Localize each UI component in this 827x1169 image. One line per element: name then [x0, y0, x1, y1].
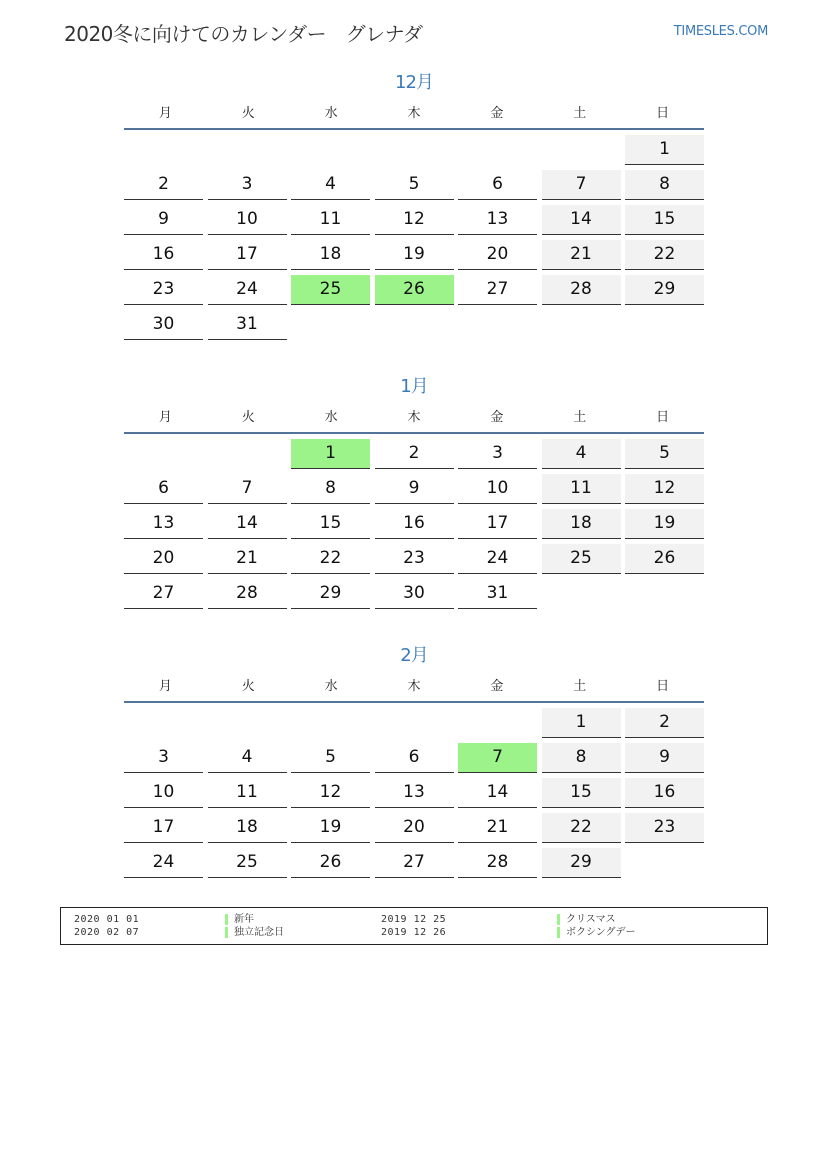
- day-cell[interactable]: 29: [542, 848, 621, 878]
- day-cell[interactable]: 31: [208, 310, 287, 340]
- day-cell[interactable]: 18: [291, 240, 370, 270]
- empty-cell: [375, 708, 454, 737]
- legend-holiday-name: 新年: [225, 914, 254, 925]
- day-cell[interactable]: 6: [124, 474, 203, 504]
- day-cell[interactable]: 16: [625, 778, 704, 808]
- legend-date: 2019 12 25: [381, 914, 447, 925]
- day-cell[interactable]: 25: [542, 544, 621, 574]
- empty-cell: [208, 708, 287, 737]
- legend-date: 2020 02 07: [74, 927, 140, 938]
- day-grid: [124, 135, 704, 340]
- day-cell[interactable]: 10: [124, 778, 203, 808]
- day-cell[interactable]: 6: [375, 743, 454, 773]
- day-cell[interactable]: 20: [458, 240, 537, 270]
- weekday-label: 木: [407, 409, 421, 425]
- day-cell[interactable]: 8: [625, 170, 704, 200]
- month-january: [124, 372, 704, 609]
- day-cell[interactable]: 26: [625, 544, 704, 574]
- day-cell[interactable]: 11: [208, 778, 287, 808]
- day-cell[interactable]: 16: [124, 240, 203, 270]
- day-cell[interactable]: 7: [542, 170, 621, 200]
- day-cell[interactable]: 21: [542, 240, 621, 270]
- weekday-label: 火: [241, 409, 255, 425]
- day-cell[interactable]: 24: [124, 848, 203, 878]
- day-cell[interactable]: 28: [458, 848, 537, 878]
- month-february: [124, 641, 704, 878]
- day-cell[interactable]: 20: [375, 813, 454, 843]
- day-cell[interactable]: 1: [625, 135, 704, 165]
- month-title: 12月: [395, 72, 433, 93]
- day-cell[interactable]: 21: [208, 544, 287, 574]
- weekday-label: 土: [573, 678, 587, 694]
- weekday-label: 日: [656, 678, 670, 694]
- month-december: [124, 68, 704, 340]
- day-cell[interactable]: 20: [124, 544, 203, 574]
- day-cell[interactable]: 17: [458, 509, 537, 539]
- day-cell[interactable]: 15: [291, 509, 370, 539]
- day-cell[interactable]: 2: [124, 170, 203, 200]
- day-cell[interactable]: 19: [291, 813, 370, 843]
- weekday-label: 火: [241, 678, 255, 694]
- day-cell[interactable]: 4: [291, 170, 370, 200]
- empty-cell: [458, 135, 537, 164]
- weekday-label: 金: [490, 105, 504, 121]
- day-cell[interactable]: 8: [542, 743, 621, 773]
- legend-holiday-name: ボクシングデー: [557, 927, 636, 938]
- day-cell[interactable]: 29: [291, 579, 370, 609]
- day-cell[interactable]: 22: [542, 813, 621, 843]
- empty-cell: [208, 439, 287, 468]
- day-cell[interactable]: 24: [458, 544, 537, 574]
- day-cell[interactable]: 28: [208, 579, 287, 609]
- month-title: 2月: [400, 645, 428, 666]
- header-divider: [124, 432, 704, 434]
- weekday-label: 月: [158, 678, 172, 694]
- day-cell[interactable]: 23: [124, 275, 203, 305]
- weekday-label: 木: [407, 678, 421, 694]
- empty-cell: [124, 439, 203, 468]
- day-cell[interactable]: 3: [458, 439, 537, 469]
- month-title: 1月: [400, 376, 428, 397]
- day-cell[interactable]: 4: [208, 743, 287, 773]
- day-cell[interactable]: 5: [625, 439, 704, 469]
- day-cell[interactable]: 19: [375, 240, 454, 270]
- day-cell[interactable]: 9: [375, 474, 454, 504]
- day-cell[interactable]: 18: [542, 509, 621, 539]
- legend-holiday-name: クリスマス: [557, 914, 616, 925]
- weekday-label: 火: [241, 105, 255, 121]
- day-cell[interactable]: 31: [458, 579, 537, 609]
- weekday-label: 月: [158, 105, 172, 121]
- day-cell[interactable]: 27: [124, 579, 203, 609]
- day-cell[interactable]: 14: [542, 205, 621, 235]
- day-cell[interactable]: 29: [625, 275, 704, 305]
- day-cell[interactable]: 13: [458, 205, 537, 235]
- day-cell[interactable]: 2: [625, 708, 704, 738]
- weekday-label: 土: [573, 105, 587, 121]
- day-cell[interactable]: 13: [124, 509, 203, 539]
- holiday-day-cell[interactable]: 7: [458, 743, 537, 773]
- day-cell[interactable]: 23: [375, 544, 454, 574]
- day-cell[interactable]: 13: [375, 778, 454, 808]
- day-cell[interactable]: 1: [542, 708, 621, 738]
- day-cell[interactable]: 5: [291, 743, 370, 773]
- day-cell[interactable]: 28: [542, 275, 621, 305]
- header-divider: [124, 701, 704, 703]
- weekday-label: 木: [407, 105, 421, 121]
- day-cell[interactable]: 17: [124, 813, 203, 843]
- day-cell[interactable]: 14: [208, 509, 287, 539]
- weekday-label: 水: [324, 105, 338, 121]
- day-cell[interactable]: 21: [458, 813, 537, 843]
- weekday-label: 水: [324, 678, 338, 694]
- weekday-label: 月: [158, 409, 172, 425]
- weekday-label: 日: [656, 105, 670, 121]
- day-cell[interactable]: 10: [208, 205, 287, 235]
- empty-cell: [291, 135, 370, 164]
- day-cell[interactable]: 19: [625, 509, 704, 539]
- page-title: 2020冬に向けてのカレンダー グレナダ: [64, 22, 423, 46]
- day-cell[interactable]: 15: [625, 205, 704, 235]
- holiday-legend: [60, 907, 768, 945]
- day-cell[interactable]: 3: [208, 170, 287, 200]
- legend-row: [61, 927, 767, 940]
- day-cell[interactable]: 14: [458, 778, 537, 808]
- day-cell[interactable]: 3: [124, 743, 203, 773]
- day-cell[interactable]: 26: [291, 848, 370, 878]
- weekday-header: [124, 671, 704, 697]
- day-cell[interactable]: 22: [625, 240, 704, 270]
- holiday-day-cell[interactable]: 26: [375, 275, 454, 305]
- day-cell[interactable]: 12: [625, 474, 704, 504]
- day-cell[interactable]: 9: [625, 743, 704, 773]
- day-cell[interactable]: 10: [458, 474, 537, 504]
- day-cell[interactable]: 27: [375, 848, 454, 878]
- day-cell[interactable]: 7: [208, 474, 287, 504]
- day-cell[interactable]: 4: [542, 439, 621, 469]
- day-cell[interactable]: 12: [291, 778, 370, 808]
- holiday-day-cell[interactable]: 25: [291, 275, 370, 305]
- day-cell[interactable]: 27: [458, 275, 537, 305]
- weekday-label: 金: [490, 409, 504, 425]
- weekday-label: 水: [324, 409, 338, 425]
- day-cell[interactable]: 18: [208, 813, 287, 843]
- day-cell[interactable]: 8: [291, 474, 370, 504]
- weekday-label: 土: [573, 409, 587, 425]
- empty-cell: [208, 135, 287, 164]
- day-cell[interactable]: 9: [124, 205, 203, 235]
- day-cell[interactable]: 17: [208, 240, 287, 270]
- day-cell[interactable]: 11: [291, 205, 370, 235]
- day-cell[interactable]: 15: [542, 778, 621, 808]
- empty-cell: [375, 135, 454, 164]
- day-cell[interactable]: 16: [375, 509, 454, 539]
- legend-holiday-name: 独立記念日: [225, 927, 284, 938]
- day-cell[interactable]: 30: [375, 579, 454, 609]
- weekday-header: [124, 98, 704, 124]
- legend-row: [61, 914, 767, 927]
- legend-date: 2019 12 26: [381, 927, 447, 938]
- weekday-label: 金: [490, 678, 504, 694]
- legend-date: 2020 01 01: [74, 914, 140, 925]
- header-divider: [124, 128, 704, 130]
- day-cell[interactable]: 23: [625, 813, 704, 843]
- day-cell[interactable]: 2: [375, 439, 454, 469]
- empty-cell: [124, 135, 203, 164]
- day-cell[interactable]: 22: [291, 544, 370, 574]
- weekday-label: 日: [656, 409, 670, 425]
- day-grid: [124, 439, 704, 609]
- day-cell[interactable]: 24: [208, 275, 287, 305]
- holiday-day-cell[interactable]: 1: [291, 439, 370, 469]
- day-cell[interactable]: 25: [208, 848, 287, 878]
- empty-cell: [124, 708, 203, 737]
- day-cell[interactable]: 30: [124, 310, 203, 340]
- day-cell[interactable]: 5: [375, 170, 454, 200]
- day-grid: [124, 708, 704, 878]
- site-logo[interactable]: TIMESLES.COM: [673, 24, 768, 39]
- empty-cell: [291, 708, 370, 737]
- empty-cell: [458, 708, 537, 737]
- day-cell[interactable]: 6: [458, 170, 537, 200]
- day-cell[interactable]: 11: [542, 474, 621, 504]
- weekday-header: [124, 402, 704, 428]
- empty-cell: [542, 135, 621, 164]
- day-cell[interactable]: 12: [375, 205, 454, 235]
